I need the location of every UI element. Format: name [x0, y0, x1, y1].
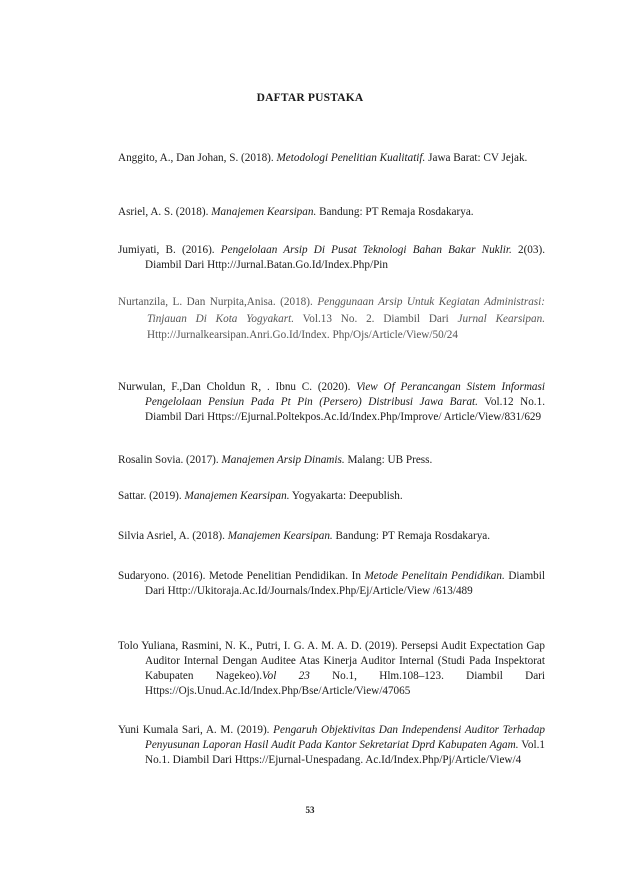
ref-authors: Rosalin Sovia. (2017).: [118, 454, 222, 466]
reference-entry: [118, 205, 545, 220]
ref-title: Metode Penelitain Pendidikan.: [364, 570, 505, 582]
ref-authors: Nurwulan, F.,Dan Choldun R, . Ibnu C. (2020).: [118, 381, 357, 393]
ref-details: Jawa Barat: CV Jejak.: [425, 152, 528, 164]
reference-entry: [118, 380, 545, 425]
ref-details: No.1, Hlm.108–123. Diambil Dari Https://Ojs.Unud.Ac.Id/Index.Php/Bse/Article/View/47065: [145, 670, 546, 697]
ref-details: Malang: UB Press.: [344, 454, 433, 466]
ref-title: Manajemen Kearsipan.: [227, 530, 333, 542]
ref-details: Bandung: PT Remaja Rosdakarya.: [332, 530, 491, 542]
ref-authors: Sudaryono. (2016). Metode Penelitian Pendidikan. In: [118, 570, 365, 582]
reference-entry: [118, 294, 545, 344]
reference-entry: [118, 569, 545, 599]
ref-authors: Silvia Asriel, A. (2018).: [118, 530, 228, 542]
ref-authors: Anggito, A., Dan Johan, S. (2018).: [118, 152, 277, 164]
ref-authors: Sattar. (2019).: [118, 490, 185, 502]
ref-details: Yogyakarta: Deepublish.: [289, 490, 403, 502]
page-number: 53: [305, 805, 315, 815]
reference-entry: [118, 529, 545, 544]
page-title: DAFTAR PUSTAKA: [256, 92, 364, 104]
ref-title: Pengaruh Objektivitas Dan Independensi Auditor Terhadap Penyusunan Laporan Hasil Audit Pada Kantor Sekretariat Dprd Kabupaten Agam.: [145, 724, 546, 751]
ref-title: Manajemen Kearsipan.: [184, 490, 290, 502]
ref-title: Manajemen Arsip Dinamis.: [221, 454, 345, 466]
ref-authors: Jumiyati, B. (2016).: [118, 244, 221, 256]
ref-title: Vol 23: [262, 670, 310, 682]
ref-authors: Asriel, A. S. (2018).: [118, 206, 212, 218]
reference-entry: [118, 243, 545, 273]
ref-details: Vol.1 No.1. Diambil Dari Https://Ejurnal-Unespadang. Ac.Id/Index.Php/Pj/Article/View/4: [145, 739, 545, 766]
ref-journal: Jurnal Kearsipan.: [457, 312, 545, 325]
ref-authors: Nurtanzila, L. Dan Nurpita,Anisa. (2018).: [118, 296, 318, 308]
ref-details: Bandung: PT Remaja Rosdakarya.: [316, 206, 474, 218]
ref-authors: Yuni Kumala Sari, A. M. (2019).: [118, 724, 274, 736]
ref-authors: Tolo Yuliana, Rasmini, N. K., Putri, I. G. A. M. A. D. (2019). Persepsi Audit Expectation Gap Auditor Internal Dengan Auditee Atas Kinerja Auditor Internal (Studi Pada Inspektorat Kabupaten Nagekeo).: [118, 640, 545, 682]
ref-volume: Vol.13 No. 2. Diambil Dari: [294, 312, 458, 325]
ref-details: Http://Jurnalkearsipan.Anri.Go.Id/Index. Php/Ojs/Article/View/50/24: [147, 329, 458, 341]
ref-title: View Of Perancangan Sistem Informasi Pengelolaan Pensiun Pada Pt Pin (Persero) Distribusi Jawa Barat.: [145, 381, 545, 408]
reference-entry: [118, 453, 545, 468]
reference-entry: [118, 639, 545, 699]
reference-entry: [118, 723, 545, 768]
reference-entry: [118, 489, 545, 504]
reference-entry: [118, 151, 545, 166]
ref-title: Pengelolaan Arsip Di Pusat Teknologi Bahan Bakar Nuklir.: [220, 244, 512, 256]
ref-title: Metodologi Penelitian Kualitatif.: [276, 152, 426, 164]
ref-details: Vol.12 No.1. Diambil Dari Https://Ejurnal.Poltekpos.Ac.Id/Index.Php/Improve/ Article/View/831/629: [145, 396, 545, 423]
ref-details: 2(03). Diambil Dari Http://Jurnal.Batan.Go.Id/Index.Php/Pin: [145, 244, 545, 271]
ref-details: Diambil Dari Http://Ukitoraja.Ac.Id/Journals/Index.Php/Ej/Article/View /613/489: [145, 570, 545, 597]
ref-title: Penggunaan Arsip Untuk Kegiatan Administrasi: Tinjauan Di Kota Yogyakart.: [147, 296, 545, 325]
ref-title: Manajemen Kearsipan.: [211, 206, 317, 218]
